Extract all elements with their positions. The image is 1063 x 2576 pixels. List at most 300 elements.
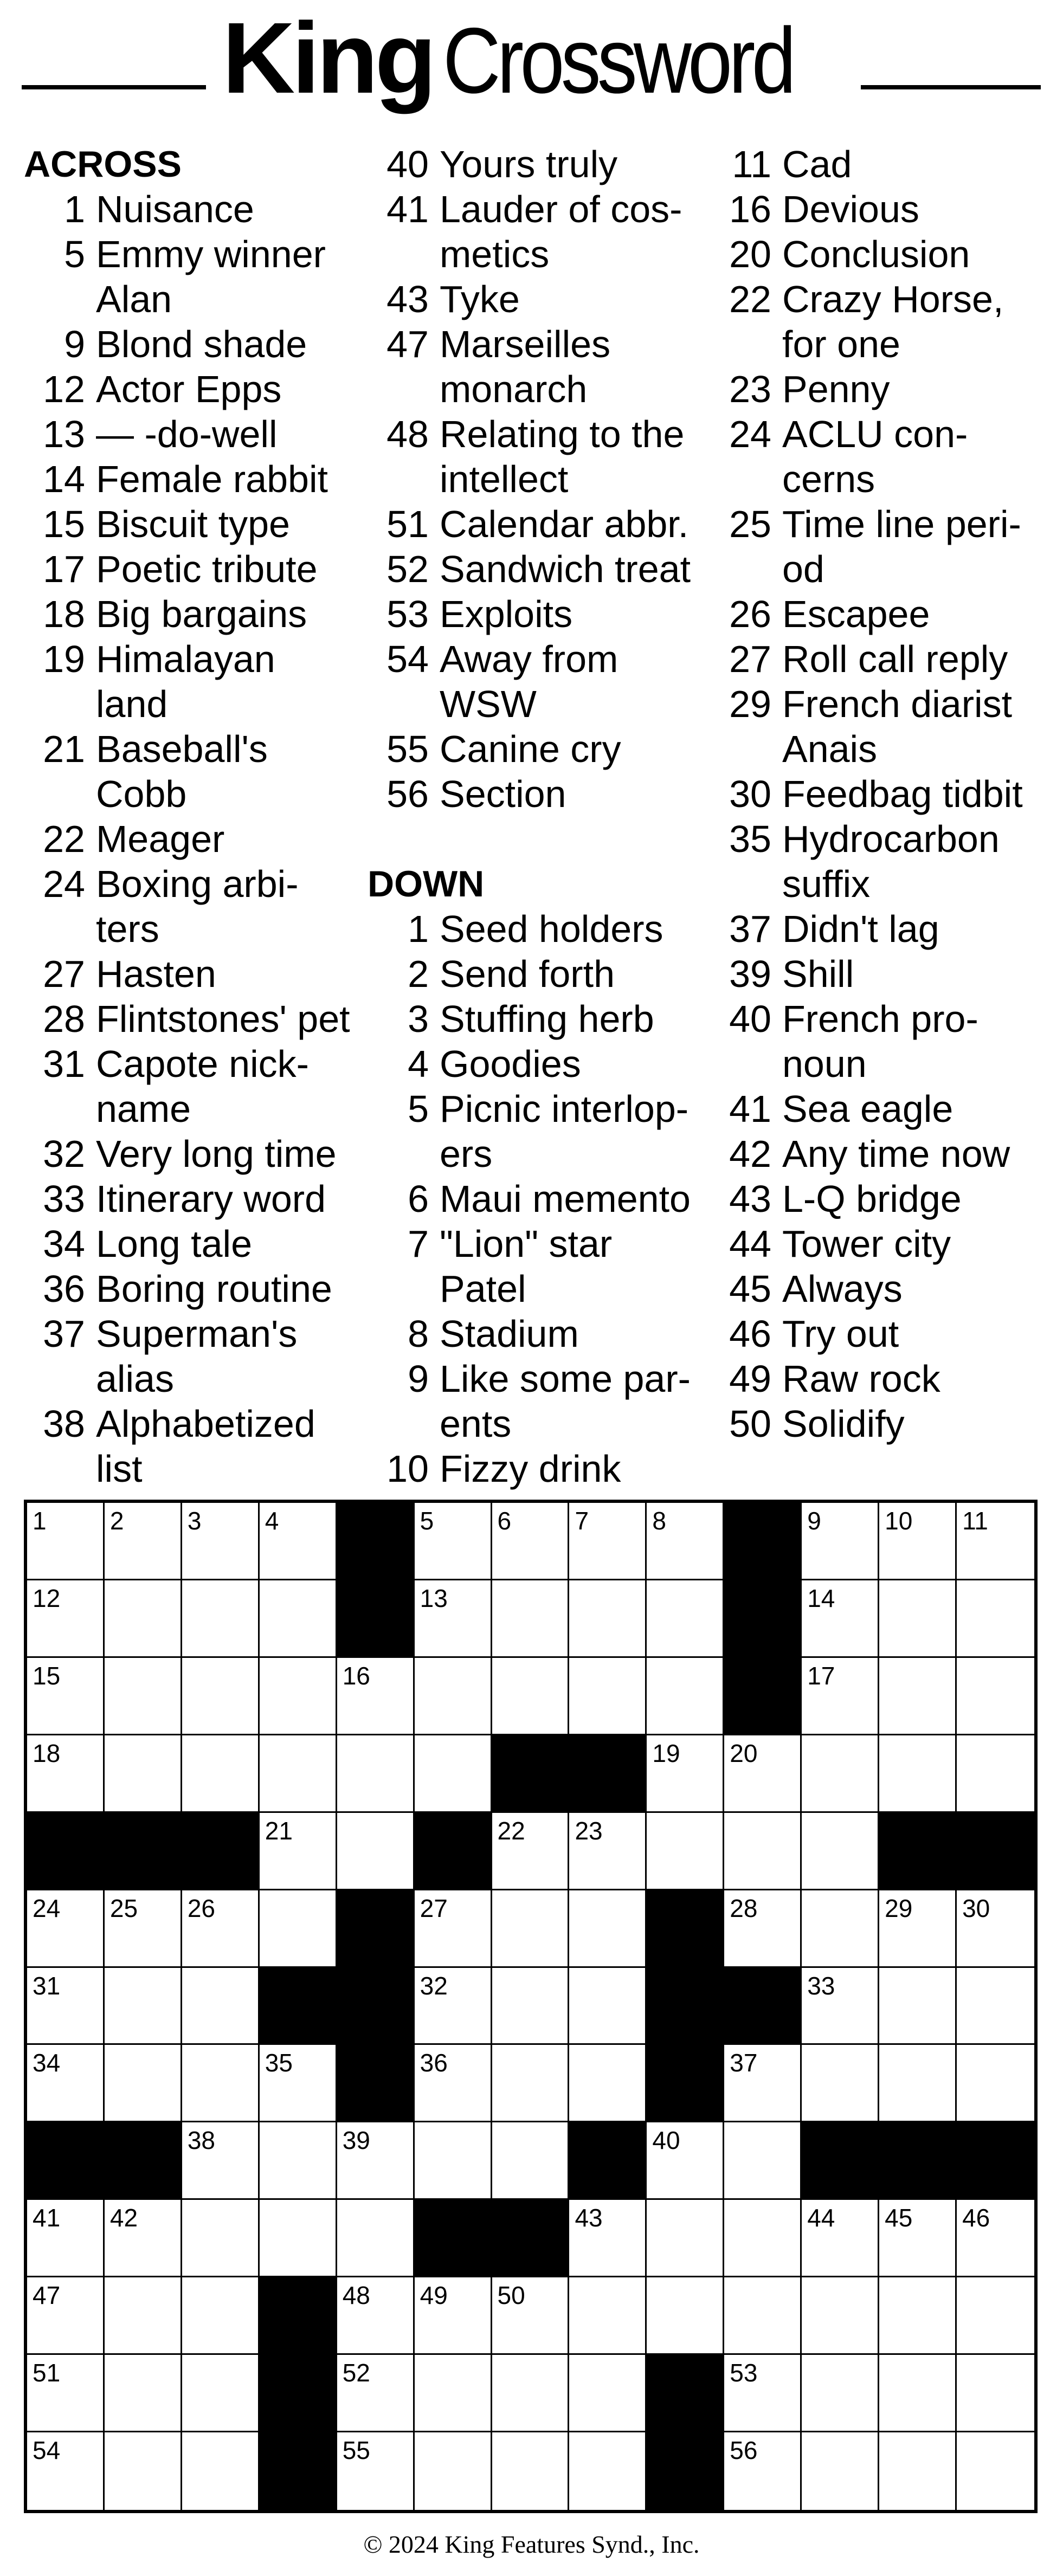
grid-cell[interactable] [415,1503,492,1580]
grid-cell[interactable] [724,1735,802,1813]
cell-number: 53 [730,2359,758,2387]
across-clue [368,187,714,277]
across-clue [24,187,371,232]
clue-text: Biscuit type [96,503,290,545]
grid-cell[interactable] [27,1658,105,1735]
grid-cell[interactable] [724,1890,802,1968]
clue-number: 11 [732,143,771,185]
grid-cell[interactable] [182,2432,260,2510]
cell-number: 36 [420,2049,448,2077]
grid-cell[interactable] [182,1735,260,1813]
grid-cell[interactable] [105,1890,182,1968]
grid-cell[interactable] [802,2045,879,2122]
down-clue [710,592,1057,637]
clue-text: ACLU con- cerns [782,413,968,500]
grid-cell[interactable] [492,2122,570,2200]
grid-cell[interactable] [492,1658,570,1735]
clue-number: 19 [43,638,85,680]
clue-number: 49 [729,1358,771,1400]
clue-text: Shill [782,953,854,995]
clue-text: Himalayan land [96,638,275,725]
grid-cell[interactable] [182,1658,260,1735]
cell-number: 15 [33,1661,61,1690]
clue-number: 27 [43,953,85,995]
cell-number: 37 [730,2049,758,2077]
section-heading: DOWN [368,863,485,905]
grid-cell[interactable] [492,1890,570,1968]
page-title [222,4,846,145]
grid-cell[interactable] [569,1658,647,1735]
clue-text: Always [782,1268,903,1310]
clue-number: 35 [729,818,771,860]
grid-cell[interactable] [105,2200,182,2277]
clue-number: 2 [408,953,429,995]
cell-number: 45 [885,2204,913,2232]
clue-number: 54 [386,638,429,680]
black-square [337,2045,415,2122]
cell-number: 1 [33,1507,47,1535]
grid-cell[interactable] [569,2277,647,2355]
grid-cell[interactable] [879,1658,957,1735]
grid-cell[interactable] [724,2355,802,2432]
grid-cell[interactable] [337,1658,415,1735]
clue-text: Canine cry [440,728,621,770]
clue-number: 42 [729,1133,771,1175]
grid-cell[interactable] [415,1580,492,1658]
clue-number: 21 [43,728,85,770]
grid-cell[interactable] [802,1658,879,1735]
grid-cell[interactable] [802,1580,879,1658]
across-clue [24,1132,371,1177]
clue-text: Send forth [440,953,615,995]
grid-cell[interactable] [337,1813,415,1890]
cell-number: 26 [187,1894,216,1922]
grid-cell[interactable] [957,2045,1034,2122]
grid-cell[interactable] [492,1968,570,2045]
black-square [647,1890,724,1968]
cell-number: 38 [187,2126,216,2155]
clue-text: Any time now [782,1133,1010,1175]
clue-number: 24 [729,413,771,455]
down-clue [368,1312,714,1357]
clue-number: 3 [408,998,429,1040]
clue-text: Try out [782,1313,899,1355]
cell-number: 40 [652,2126,680,2155]
grid-cell[interactable] [415,2277,492,2355]
across-clue [24,1177,371,1222]
grid-cell[interactable] [647,2200,724,2277]
across-clue [24,997,371,1042]
grid-cell[interactable] [27,2277,105,2355]
grid-cell[interactable] [492,1813,570,1890]
grid-cell[interactable] [182,1890,260,1968]
grid-cell[interactable] [105,2045,182,2122]
across-clue [24,1267,371,1312]
cell-number: 8 [652,1507,666,1535]
grid-cell[interactable] [647,1813,724,1890]
clue-number: 46 [729,1313,771,1355]
across-clue [368,547,714,592]
grid-cell[interactable] [337,2432,415,2510]
clue-text: Baseball's Cobb [96,728,268,815]
clue-number: 26 [729,593,771,635]
grid-cell[interactable] [492,2432,570,2510]
across-clue [24,367,371,412]
grid-cell[interactable] [415,1968,492,2045]
across-clue [368,277,714,322]
grid-cell[interactable] [492,2045,570,2122]
grid-cell[interactable] [569,2200,647,2277]
grid-cell[interactable] [27,1580,105,1658]
across-clue [368,502,714,547]
across-clue [368,727,714,772]
clue-text: Exploits [440,593,573,635]
grid-cell[interactable] [415,2432,492,2510]
clue-text: Tower city [782,1223,951,1265]
clue-number: 43 [729,1178,771,1220]
down-clue [710,1087,1057,1132]
across-clue [24,637,371,727]
clue-number: 37 [43,1313,85,1355]
grid-cell[interactable] [182,2200,260,2277]
grid-cell[interactable] [802,2277,879,2355]
grid-cell[interactable] [415,1735,492,1813]
clue-number: 34 [43,1223,85,1265]
clue-number: 28 [43,998,85,1040]
grid-cell[interactable] [105,1580,182,1658]
clue-text: Crazy Horse, for one [782,278,1004,365]
grid-cell[interactable] [879,2045,957,2122]
grid-cell[interactable] [415,1890,492,1968]
cell-number: 54 [33,2436,61,2465]
cell-number: 51 [33,2359,61,2387]
cell-number: 4 [265,1507,279,1535]
grid-cell[interactable] [27,1735,105,1813]
grid-cell[interactable] [569,2045,647,2122]
section-heading: ACROSS [24,144,182,185]
grid-cell[interactable] [260,1580,337,1658]
grid-cell[interactable] [957,1658,1034,1735]
clue-text: Section [440,773,566,815]
grid-cell[interactable] [105,2355,182,2432]
grid-cell[interactable] [647,2122,724,2200]
clue-number: 16 [729,188,771,230]
cell-number: 33 [807,1971,835,2000]
clue-number: 14 [43,458,85,500]
grid-cell[interactable] [182,1580,260,1658]
grid-cell[interactable] [879,1890,957,1968]
grid-cell[interactable] [337,2200,415,2277]
across-clue [24,592,371,637]
black-square [27,1813,105,1890]
grid-cell[interactable] [879,2200,957,2277]
cell-number: 29 [885,1894,913,1922]
clue-number: 39 [729,953,771,995]
grid-cell[interactable] [802,1735,879,1813]
down-clue [368,1222,714,1312]
down-clue [368,1447,714,1492]
grid-cell[interactable] [182,2277,260,2355]
clue-text: Escapee [782,593,930,635]
down-clue [710,1132,1057,1177]
across-clue [24,1042,371,1132]
grid-cell[interactable] [260,1503,337,1580]
black-square [957,2122,1034,2200]
clue-number: 10 [386,1448,429,1490]
clue-text: Flintstones' pet [96,998,350,1040]
grid-cell[interactable] [802,1813,879,1890]
grid-cell[interactable] [415,2122,492,2200]
grid-cell[interactable] [569,2355,647,2432]
black-square [647,2045,724,2122]
grid-cell[interactable] [260,1658,337,1735]
clue-number: 24 [43,863,85,905]
grid-cell[interactable] [879,1503,957,1580]
grid-cell[interactable] [647,1658,724,1735]
cell-number: 21 [265,1816,293,1845]
clue-number: 18 [43,593,85,635]
grid-cell[interactable] [802,1503,879,1580]
across-clue [368,637,714,727]
grid-cell[interactable] [724,2122,802,2200]
down-clue [710,412,1057,502]
grid-cell[interactable] [879,1580,957,1658]
grid-cell[interactable] [337,2122,415,2200]
grid-cell[interactable] [182,2355,260,2432]
clue-number: 27 [729,638,771,680]
clue-text: French diarist Anais [782,683,1013,770]
clue-text: Relating to the intellect [440,413,685,500]
grid-cell[interactable] [492,2277,570,2355]
clue-text: Lauder of cos- metics [440,188,682,275]
grid-cell[interactable] [957,2277,1034,2355]
clue-text: Away from WSW [440,638,619,725]
clue-text: Sea eagle [782,1088,954,1130]
grid-cell[interactable] [27,2432,105,2510]
grid-cell[interactable] [724,2432,802,2510]
grid-cell[interactable] [105,1735,182,1813]
clue-text: Tyke [440,278,520,320]
clue-number: 12 [43,368,85,410]
grid-cell[interactable] [260,1890,337,1968]
grid-cell[interactable] [802,1890,879,1968]
grid-cell[interactable] [182,2122,260,2200]
grid-cell[interactable] [105,1503,182,1580]
grid-cell[interactable] [27,1890,105,1968]
clue-text: Picnic interlop- ers [440,1088,689,1175]
down-clue [710,1177,1057,1222]
grid-cell[interactable] [569,1503,647,1580]
grid-cell[interactable] [27,1503,105,1580]
grid-cell[interactable] [260,1735,337,1813]
grid-cell[interactable] [879,1735,957,1813]
cell-number: 20 [730,1739,758,1767]
grid-cell[interactable] [569,1890,647,1968]
grid-cell[interactable] [492,2355,570,2432]
grid-cell[interactable] [415,1658,492,1735]
grid-cell[interactable] [647,2277,724,2355]
grid-cell[interactable] [105,2277,182,2355]
clue-text: Long tale [96,1223,253,1265]
clue-text: Superman's alias [96,1313,298,1400]
cell-number: 30 [962,1894,990,1922]
cell-number: 28 [730,1894,758,1922]
grid-cell[interactable] [182,1968,260,2045]
cell-number: 2 [109,1507,124,1535]
down-clue [710,1267,1057,1312]
cell-number: 52 [342,2359,370,2387]
grid-cell[interactable] [492,1503,570,1580]
clue-text: Goodies [440,1043,581,1085]
clue-number: 40 [729,998,771,1040]
cell-number: 56 [730,2436,758,2465]
black-square [492,1735,570,1813]
across-clue [24,232,371,322]
grid-cell[interactable] [27,2355,105,2432]
clue-text: Raw rock [782,1358,940,1400]
black-square [569,1735,647,1813]
black-square [337,1890,415,1968]
clue-number: 13 [43,413,85,455]
grid-cell[interactable] [957,1890,1034,1968]
grid-cell[interactable] [647,1580,724,1658]
grid-cell[interactable] [724,1813,802,1890]
black-square [879,1813,957,1890]
grid-cell[interactable] [27,2200,105,2277]
grid-cell[interactable] [957,1735,1034,1813]
grid-cell[interactable] [260,2122,337,2200]
grid-cell[interactable] [647,1503,724,1580]
grid-cell[interactable] [260,2045,337,2122]
clue-text: Blond shade [96,323,307,365]
clue-text: Seed holders [440,908,663,950]
grid-cell[interactable] [802,2200,879,2277]
across-clue [368,412,714,502]
down-clue [368,997,714,1042]
cell-number: 49 [420,2281,448,2310]
clue-number: 44 [729,1223,771,1265]
clue-number: 9 [408,1358,429,1400]
down-clue [368,1357,714,1447]
clue-number: 31 [43,1043,85,1085]
clue-number: 51 [386,503,429,545]
clue-number: 23 [729,368,771,410]
grid-cell[interactable] [569,1968,647,2045]
clue-text: Boring routine [96,1268,332,1310]
clue-text: Meager [96,818,225,860]
grid-cell[interactable] [415,2355,492,2432]
clue-text: French pro- noun [782,998,978,1085]
clue-text: Feedbag tidbit [782,773,1023,815]
grid-cell[interactable] [724,2277,802,2355]
clue-text: Solidify [782,1403,905,1445]
grid-cell[interactable] [802,2355,879,2432]
grid-cell[interactable] [415,2045,492,2122]
grid-cell[interactable] [647,1735,724,1813]
across-clue [24,862,371,952]
clue-text: Hydrocarbon suffix [782,818,1000,905]
grid-cell[interactable] [724,2200,802,2277]
grid-cell[interactable] [260,1813,337,1890]
black-square [724,1580,802,1658]
grid-cell[interactable] [879,2432,957,2510]
grid-cell[interactable] [27,2045,105,2122]
clue-text: Big bargains [96,593,307,635]
grid-cell[interactable] [492,1580,570,1658]
clue-number: 38 [43,1403,85,1445]
grid-cell[interactable] [260,2200,337,2277]
down-clue [710,232,1057,277]
grid-cell[interactable] [105,1658,182,1735]
grid-cell[interactable] [879,2355,957,2432]
grid-cell[interactable] [957,1968,1034,2045]
grid-cell[interactable] [879,2277,957,2355]
cell-number: 22 [497,1816,525,1845]
clue-text: Alphabetized list [96,1403,315,1490]
grid-cell[interactable] [957,1503,1034,1580]
grid-cell[interactable] [569,1580,647,1658]
grid-cell[interactable] [569,2432,647,2510]
down-clue [710,142,1057,187]
clue-text: Conclusion [782,233,970,275]
cell-number: 39 [342,2126,370,2155]
grid-cell[interactable] [957,2200,1034,2277]
cell-number: 7 [575,1507,589,1535]
clue-number: 41 [386,188,429,230]
black-square [802,2122,879,2200]
grid-cell[interactable] [337,1735,415,1813]
cell-number: 46 [962,2204,990,2232]
grid-cell[interactable] [569,1813,647,1890]
grid-cell[interactable] [337,2277,415,2355]
down-clue [368,952,714,997]
clue-text: Didn't lag [782,908,939,950]
grid-cell[interactable] [27,1968,105,2045]
grid-cell[interactable] [182,1503,260,1580]
clue-number: 15 [43,503,85,545]
grid-cell[interactable] [879,1968,957,2045]
cell-number: 42 [109,2204,138,2232]
grid-cell[interactable] [182,2045,260,2122]
clue-text: Sandwich treat [440,548,691,590]
grid-cell[interactable] [105,2432,182,2510]
across-clue [368,322,714,412]
section-gap [368,817,714,862]
clue-text: Emmy winner Alan [96,233,326,320]
grid-cell[interactable] [957,1580,1034,1658]
grid-cell[interactable] [957,2355,1034,2432]
clue-text: Nuisance [96,188,254,230]
clue-number: 4 [408,1043,429,1085]
grid-cell[interactable] [957,2432,1034,2510]
grid-cell[interactable] [105,1968,182,2045]
cell-number: 27 [420,1894,448,1922]
down-clue [710,1402,1057,1447]
clue-number: 1 [408,908,429,950]
clue-text: Marseilles monarch [440,323,611,410]
clue-number: 29 [729,683,771,725]
grid-cell[interactable] [724,2045,802,2122]
clue-text: Cad [782,143,852,185]
grid-cell[interactable] [802,2432,879,2510]
cell-number: 11 [962,1507,988,1535]
clue-text: Time line peri- od [782,503,1021,590]
clue-number: 50 [729,1403,771,1445]
grid-cell[interactable] [337,2355,415,2432]
grid-cell[interactable] [802,1968,879,2045]
clue-number: 37 [729,908,771,950]
black-square [27,2122,105,2200]
